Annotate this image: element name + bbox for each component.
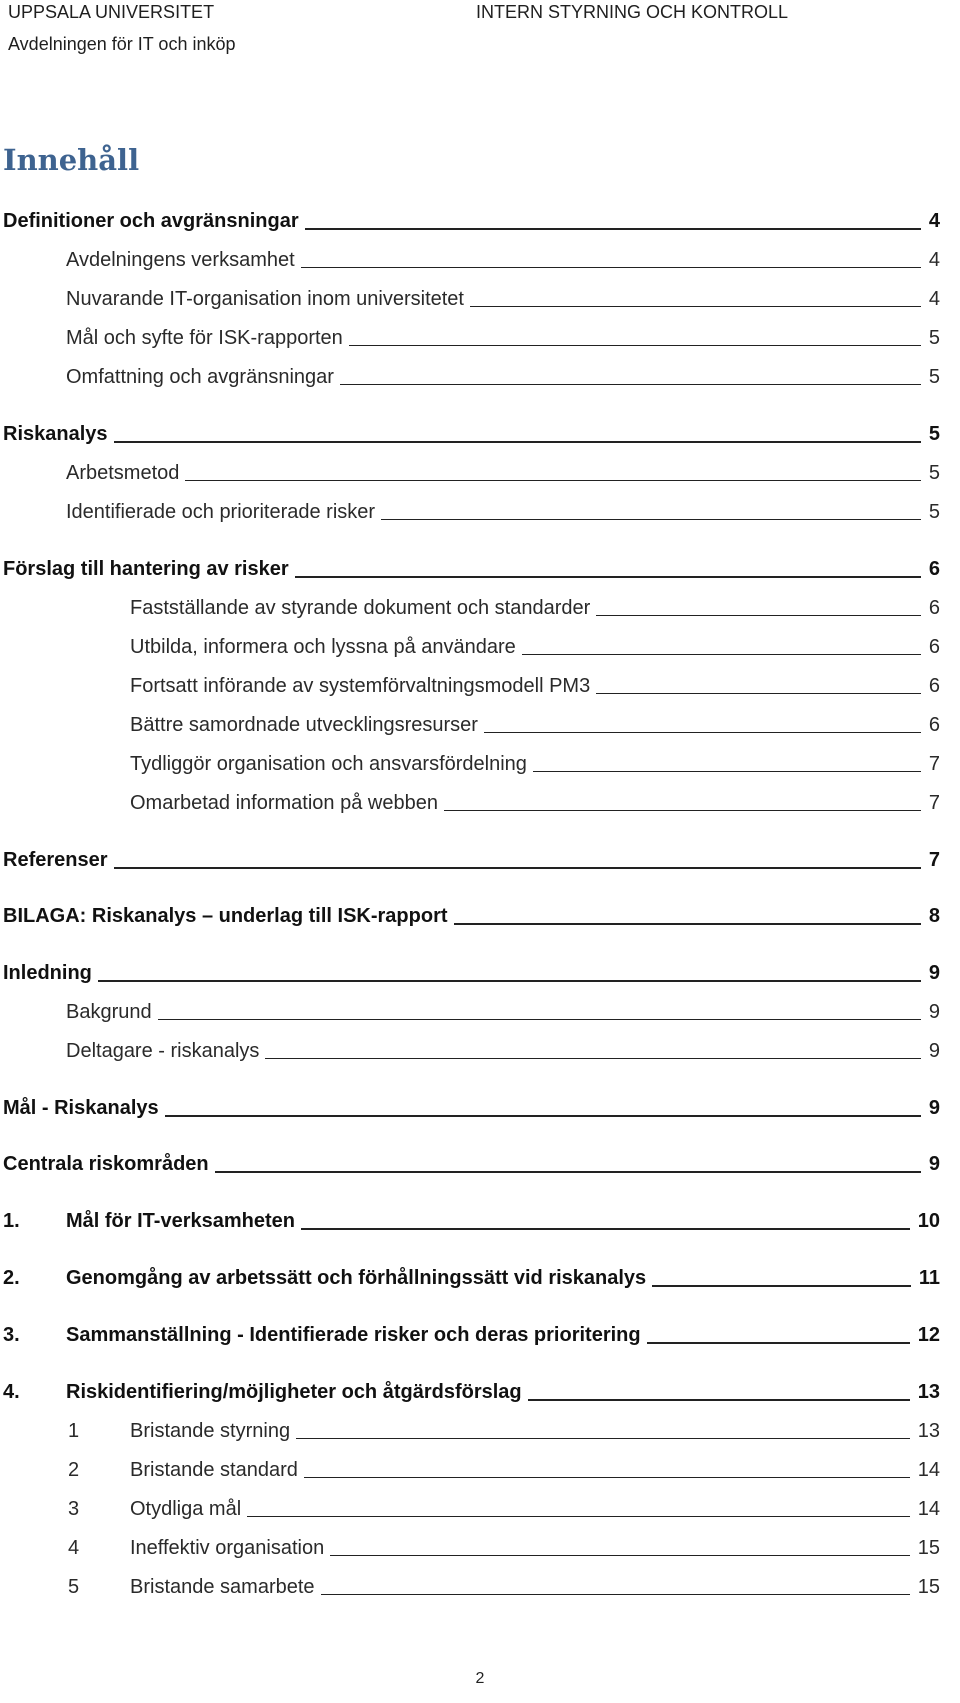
toc-entry[interactable] — [0, 362, 960, 392]
toc-entry[interactable] — [0, 997, 960, 1027]
toc-entry[interactable] — [0, 671, 960, 701]
toc-entry-page: 5 — [928, 501, 940, 523]
toc-leader-line — [158, 1019, 921, 1020]
toc-entry-page: 9 — [928, 1153, 940, 1175]
toc-leader-line — [165, 1115, 921, 1117]
toc-entry-title: Referenser — [3, 849, 108, 871]
toc-entry-page: 5 — [928, 366, 940, 388]
toc-leader-line — [295, 576, 921, 578]
toc-entry[interactable] — [0, 788, 960, 818]
toc-entry-page: 12 — [917, 1324, 940, 1346]
toc-leader-line — [596, 693, 921, 694]
toc-entry-page: 13 — [917, 1420, 940, 1442]
toc-entry-title: Centrala riskområden — [3, 1153, 209, 1175]
toc-leader-line — [528, 1399, 910, 1401]
toc-entry-title: Identifierade och prioriterade risker — [66, 501, 376, 523]
toc-entry-title: Utbilda, informera och lyssna på användare — [130, 636, 516, 658]
toc-entry-title: Inledning — [3, 962, 92, 984]
toc-entry-number: 4 — [68, 1537, 80, 1559]
toc-entry[interactable] — [0, 845, 960, 875]
toc-entry-number: 1. — [3, 1210, 20, 1232]
toc-entry-page: 5 — [928, 327, 940, 349]
toc-entry[interactable] — [0, 323, 960, 353]
toc-entry-title: Omfattning och avgränsningar — [66, 366, 334, 388]
toc-entry[interactable] — [0, 1377, 960, 1407]
toc-leader-line — [444, 810, 921, 811]
toc-entry-title: Bättre samordnade utvecklingsresurser — [130, 714, 478, 736]
toc-entry-title: Bristande styrning — [130, 1420, 291, 1442]
toc-entry[interactable] — [0, 1533, 960, 1563]
toc-entry[interactable] — [0, 1093, 960, 1123]
header-document-type: INTERN STYRNING OCH KONTROLL — [476, 2, 789, 22]
toc-leader-line — [305, 228, 921, 230]
toc-leader-line — [596, 615, 921, 616]
toc-entry[interactable] — [0, 1455, 960, 1485]
toc-entry[interactable] — [0, 284, 960, 314]
toc-entry-title: Riskanalys — [3, 423, 108, 445]
toc-entry[interactable] — [0, 554, 960, 584]
toc-entry-title: Otydliga mål — [130, 1498, 242, 1520]
toc-entry-page: 10 — [917, 1210, 940, 1232]
toc-entry-title: Mål och syfte för ISK-rapporten — [66, 327, 343, 349]
toc-entry[interactable] — [0, 1149, 960, 1179]
toc-entry-title: Bristande samarbete — [130, 1576, 315, 1598]
toc-entry-title: Arbetsmetod — [66, 462, 180, 484]
toc-entry-page: 15 — [917, 1576, 940, 1598]
toc-leader-line — [321, 1594, 910, 1595]
toc-entry-number: 4. — [3, 1381, 20, 1403]
toc-entry[interactable] — [0, 1572, 960, 1602]
toc-entry-title: Riskidentifiering/möjligheter och åtgärdsförslag — [66, 1381, 522, 1403]
toc-entry-page: 9 — [928, 962, 940, 984]
toc-entry[interactable] — [0, 206, 960, 236]
toc-entry-title: Avdelningens verksamhet — [66, 249, 295, 271]
toc-leader-line — [114, 867, 921, 869]
toc-leader-line — [533, 771, 921, 772]
toc-entry[interactable] — [0, 901, 960, 931]
toc-leader-line — [98, 980, 921, 982]
toc-entry-page: 7 — [928, 849, 940, 871]
toc-entry-page: 11 — [918, 1267, 940, 1289]
toc-leader-line — [381, 519, 921, 520]
toc-entry-number: 2. — [3, 1267, 20, 1289]
toc-entry-page: 9 — [928, 1001, 940, 1023]
toc-entry[interactable] — [0, 1320, 960, 1350]
toc-entry-page: 6 — [928, 714, 940, 736]
toc-leader-line — [185, 480, 920, 481]
toc-leader-line — [265, 1058, 920, 1059]
toc-entry[interactable] — [0, 1263, 960, 1293]
toc-entry-title: Genomgång av arbetssätt och förhållningssätt vid riskanalys — [66, 1267, 647, 1289]
toc-entry-page: 6 — [928, 675, 940, 697]
toc-entry-page: 4 — [928, 288, 940, 310]
toc-leader-line — [301, 1228, 910, 1230]
toc-leader-line — [340, 384, 921, 385]
page-title: Innehåll — [3, 143, 140, 177]
toc-leader-line — [296, 1438, 910, 1439]
toc-entry-page: 14 — [917, 1459, 940, 1481]
header-department: Avdelningen för IT och inköp — [8, 34, 236, 54]
toc-entry[interactable] — [0, 958, 960, 988]
toc-entry-page: 14 — [917, 1498, 940, 1520]
toc-entry-title: Förslag till hantering av risker — [3, 558, 289, 580]
toc-entry[interactable] — [0, 632, 960, 662]
toc-entry-page: 13 — [917, 1381, 940, 1403]
toc-leader-line — [349, 345, 921, 346]
toc-entry-title: Mål - Riskanalys — [3, 1097, 159, 1119]
toc-entry-page: 9 — [928, 1040, 940, 1062]
toc-entry-title: Definitioner och avgränsningar — [3, 210, 299, 232]
toc-entry[interactable] — [0, 419, 960, 449]
toc-entry-page: 7 — [928, 792, 940, 814]
header-university: UPPSALA UNIVERSITET — [8, 2, 215, 22]
toc-leader-line — [652, 1285, 911, 1287]
toc-entry[interactable] — [0, 593, 960, 623]
toc-entry-page: 6 — [928, 558, 940, 580]
toc-entry-title: Sammanställning - Identifierade risker och deras prioritering — [66, 1324, 641, 1346]
toc-leader-line — [247, 1516, 910, 1517]
toc-leader-line — [647, 1342, 910, 1344]
toc-entry-title: Omarbetad information på webben — [130, 792, 438, 814]
page-number: 2 — [475, 1670, 485, 1687]
toc-entry-page: 8 — [928, 905, 940, 927]
toc-entry-title: BILAGA: Riskanalys – underlag till ISK-rapport — [3, 905, 448, 927]
toc-entry-title: Deltagare - riskanalys — [66, 1040, 260, 1062]
toc-entry[interactable] — [0, 1036, 960, 1066]
toc-entry-number: 1 — [68, 1420, 80, 1442]
toc-entry-page: 6 — [928, 597, 940, 619]
toc-leader-line — [522, 654, 921, 655]
toc-entry[interactable] — [0, 1416, 960, 1446]
toc-entry-number: 2 — [68, 1459, 80, 1481]
toc-entry[interactable] — [0, 710, 960, 740]
toc-entry[interactable] — [0, 1494, 960, 1524]
toc-entry-number: 3. — [3, 1324, 20, 1346]
toc-entry-number: 5 — [68, 1576, 80, 1598]
toc-entry-title: Tydliggör organisation och ansvarsfördelning — [130, 753, 527, 775]
toc-leader-line — [484, 732, 921, 733]
toc-entry[interactable] — [0, 749, 960, 779]
toc-entry-title: Mål för IT-verksamheten — [66, 1210, 295, 1232]
toc-entry-title: Bristande standard — [130, 1459, 298, 1481]
toc-entry-title: Nuvarande IT-organisation inom universitetet — [66, 288, 464, 310]
toc-entry-title: Bakgrund — [66, 1001, 152, 1023]
toc-entry[interactable] — [0, 497, 960, 527]
toc-entry-page: 5 — [928, 423, 940, 445]
toc-entry-page: 9 — [928, 1097, 940, 1119]
toc-leader-line — [470, 306, 921, 307]
toc-leader-line — [304, 1477, 910, 1478]
toc-entry-title: Ineffektiv organisation — [130, 1537, 325, 1559]
toc-entry-page: 4 — [928, 249, 940, 271]
toc-entry[interactable] — [0, 1206, 960, 1236]
toc-leader-line — [301, 267, 921, 268]
toc-entry[interactable] — [0, 458, 960, 488]
toc-entry-page: 6 — [928, 636, 940, 658]
toc-leader-line — [114, 441, 921, 443]
toc-leader-line — [454, 923, 921, 925]
toc-leader-line — [330, 1555, 910, 1556]
toc-entry-page: 5 — [928, 462, 940, 484]
toc-entry-number: 3 — [68, 1498, 80, 1520]
toc-entry-title: Fortsatt införande av systemförvaltningsmodell PM3 — [130, 675, 591, 697]
toc-leader-line — [215, 1171, 921, 1173]
toc-entry-page: 15 — [917, 1537, 940, 1559]
toc-entry-page: 4 — [928, 210, 940, 232]
toc-entry[interactable] — [0, 245, 960, 275]
toc-entry-page: 7 — [928, 753, 940, 775]
toc-entry-title: Fastställande av styrande dokument och standarder — [130, 597, 591, 619]
